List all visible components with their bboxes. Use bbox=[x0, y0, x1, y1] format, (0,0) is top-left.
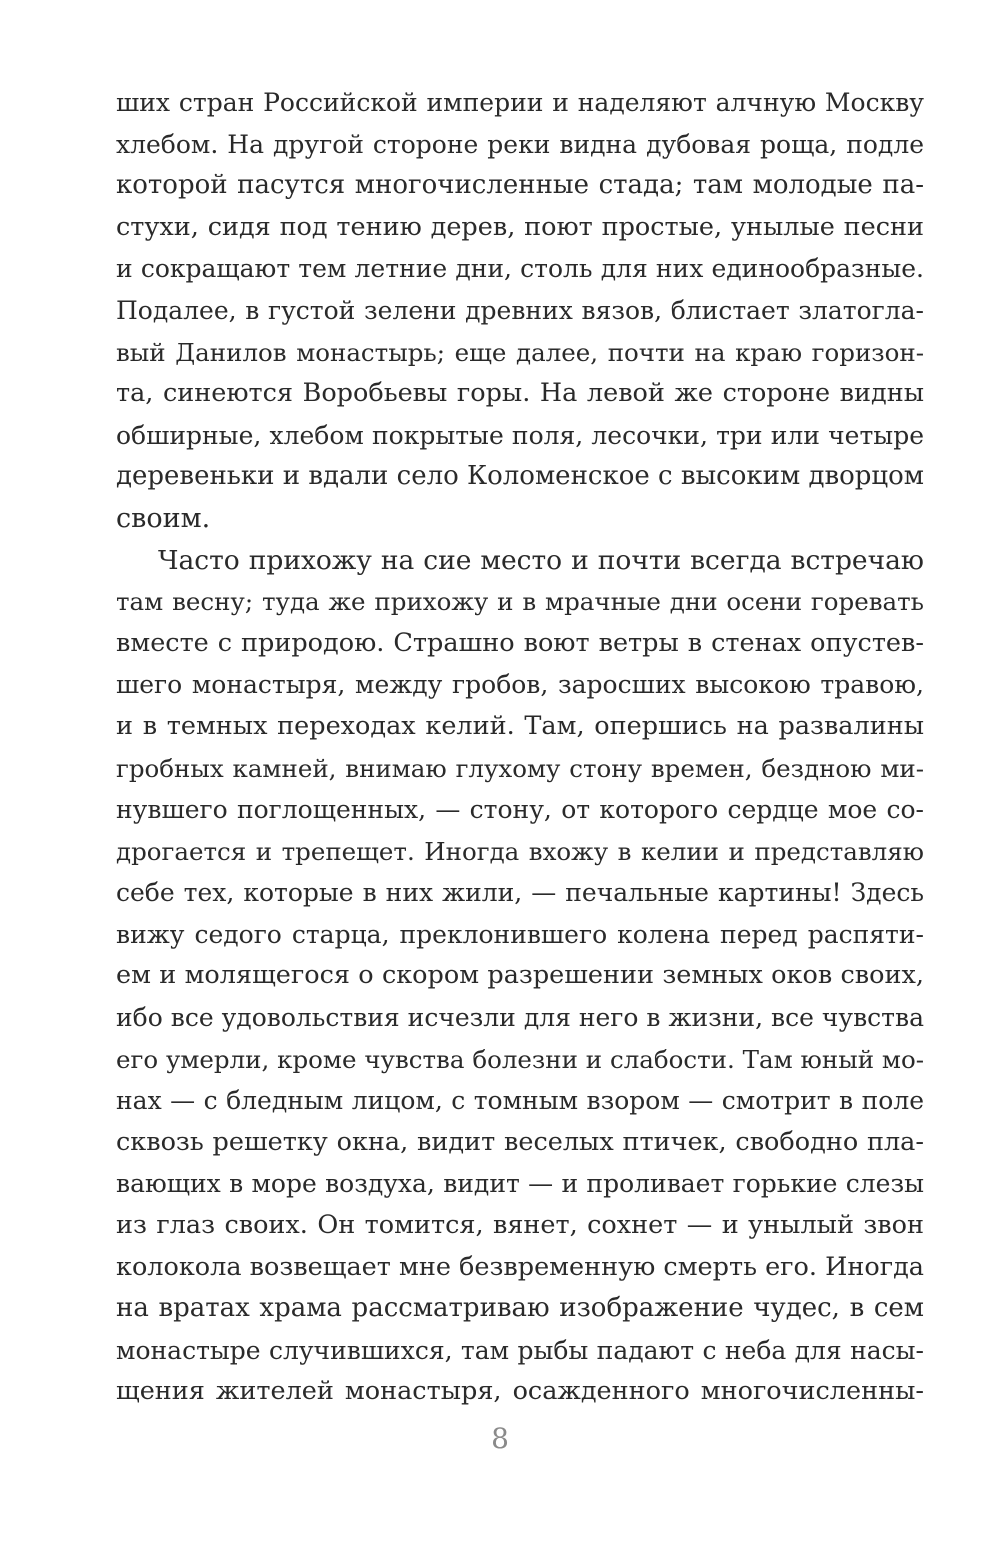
text-line: его умерли, кроме чувства болезни и слабости. Там юный мо- bbox=[116, 1044, 924, 1074]
text-line: и сокращают тем летние дни, столь для них единообразные. bbox=[116, 254, 924, 284]
text-line: и в темных переходах келий. Там, опершись на развалины bbox=[116, 710, 924, 741]
text-line: ших стран Российской империи и наделяют алчную Москву bbox=[116, 88, 924, 117]
text-line: сквозь решетку окна, видит веселых птичек, свободно пла- bbox=[116, 1126, 924, 1157]
text-line: шего монастыря, между гробов, заросших высокою травою, bbox=[116, 670, 924, 700]
text-line: та, синеются Воробьевы горы. На левой же стороне видны bbox=[116, 378, 924, 409]
text-line: вместе с природою. Страшно воют ветры в стенах опустев- bbox=[116, 627, 924, 658]
text-line: своим. bbox=[116, 502, 211, 534]
text-line: вижу седого старца, преклонившего колена перед распяти- bbox=[116, 919, 924, 949]
text-line: вый Данилов монастырь; еще далее, почти на краю горизон- bbox=[116, 337, 924, 367]
text-line: Часто прихожу на сие место и почти всегда встречаю bbox=[158, 544, 924, 576]
text-line: гробных камней, внимаю глухому стону времен, бездною ми- bbox=[116, 753, 924, 783]
text-line: на вратах храма рассматриваю изображение чудес, в сем bbox=[116, 1293, 924, 1324]
text-line: нах — с бледным лицом, с томным взором — смотрит в поле bbox=[116, 1086, 924, 1116]
text-line: монастыре случившихся, там рыбы падают с неба для насы- bbox=[116, 1335, 924, 1365]
body-text bbox=[116, 82, 924, 1413]
text-line: из глаз своих. Он томится, вянет, сохнет — и унылый звон bbox=[116, 1210, 924, 1241]
text-line: дрогается и трепещет. Иногда вхожу в келии и представляю bbox=[116, 836, 924, 866]
text-line: которой пасутся многочисленные стада; там молодые па- bbox=[116, 170, 924, 201]
text-line: там весну; туда же прихожу и в мрачные дни осени горевать bbox=[116, 587, 924, 617]
text-line: Подалее, в густой зелени древних вязов, блистает златогла- bbox=[116, 295, 924, 325]
text-line: обширные, хлебом покрытые поля, лесочки, три или четыре bbox=[116, 420, 924, 450]
text-line: стухи, сидя под тению дерев, поют простые, унылые песни bbox=[116, 211, 924, 242]
text-line: деревеньки и вдали село Коломенское с высоким дворцом bbox=[116, 461, 924, 492]
text-line: нувшего поглощенных, — стону, от которого сердце мое со- bbox=[116, 795, 924, 825]
text-line: хлебом. На другой стороне реки видна дубовая роща, подле bbox=[116, 129, 924, 159]
text-line: колокола возвещает мне безвременную смерть его. Иногда bbox=[116, 1251, 924, 1282]
text-line: ибо все удовольствия исчезли для него в жизни, все чувства bbox=[116, 1003, 924, 1033]
text-line: вающих в море воздуха, видит — и проливает горькие слезы bbox=[116, 1169, 924, 1199]
page-number: 8 bbox=[491, 1422, 509, 1455]
text-line: себе тех, которые в них жили, — печальные картины! Здесь bbox=[116, 878, 924, 908]
text-line: ем и молящегося о скором разрешении земных оков своих, bbox=[116, 960, 924, 991]
text-line: щения жителей монастыря, осажденного многочисленны- bbox=[116, 1376, 924, 1407]
